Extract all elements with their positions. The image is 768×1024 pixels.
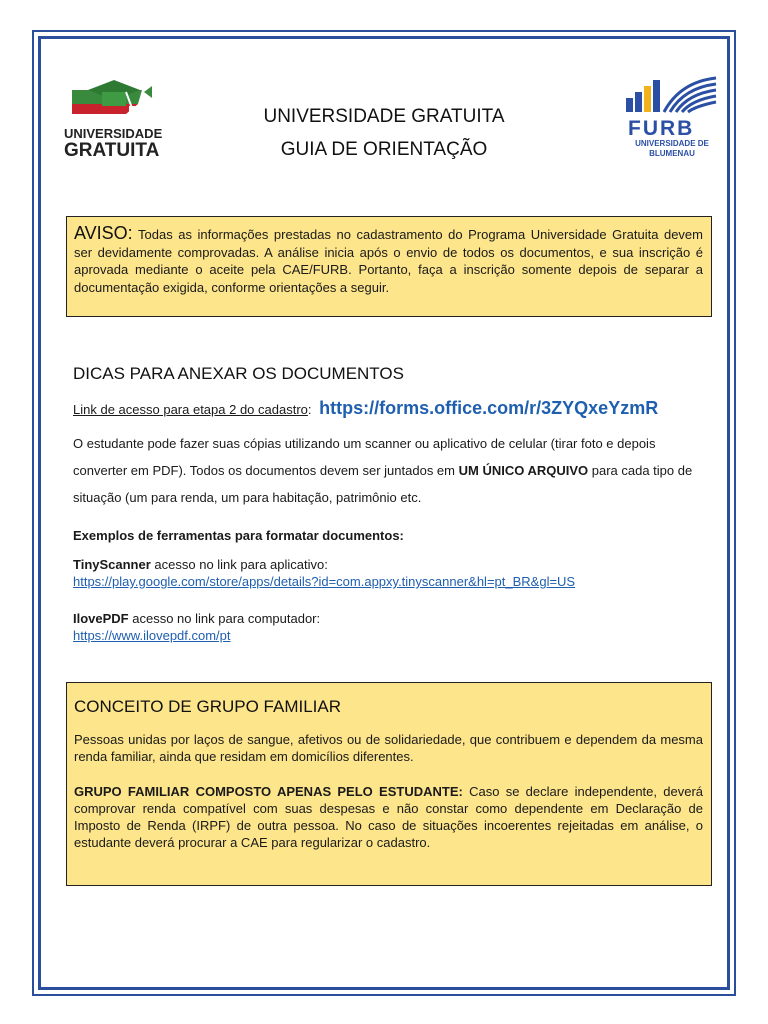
tool-tinyscanner — [73, 556, 575, 590]
tips-text-a: O estudante pode fazer suas cópias utilizando um scanner ou aplicativo de celular (tirar foto e depois converter em PDF). Todos os documentos devem ser juntados em — [73, 436, 656, 478]
tips-text-c: para cada tipo de situação (um para renda, um para habitação, patrimônio etc. — [73, 463, 693, 505]
tips-paragraph — [73, 430, 713, 511]
tool1-desc: acesso no link para aplicativo: — [150, 557, 328, 572]
logo-word-2: GRATUITA — [64, 140, 160, 161]
tool2-name: IlovePDF — [73, 611, 129, 626]
notice-text: Todas as informações prestadas no cadastramento do Programa Universidade Gratuita devem ser devidamente comprovadas. A análise inicia após o envio de todos os documentos, e sua inscrição é aprovada mediante o aceite pela CAE/FURB. Portanto, faça a inscrição somente depois de separar a documentação exigida, conforme orientações a seguir. — [74, 227, 703, 295]
universidade-gratuita-logo — [60, 80, 170, 160]
furb-emblem-icon — [620, 76, 720, 118]
furb-subtitle-2: BLUMENAU — [649, 149, 695, 158]
notice-box — [66, 216, 712, 317]
furb-logo — [620, 76, 720, 176]
tips-heading: DICAS PARA ANEXAR OS DOCUMENTOS — [73, 364, 404, 383]
furb-wordmark: FURB — [628, 117, 695, 140]
furb-subtitle-1: UNIVERSIDADE DE — [635, 139, 709, 148]
tool1-link[interactable]: https://play.google.com/store/apps/details?id=com.appxy.tinyscanner&hl=pt_BR&gl=US — [73, 574, 576, 589]
family-heading: CONCEITO DE GRUPO FAMILIAR — [74, 697, 342, 716]
graduation-cap-icon — [60, 80, 170, 130]
notice-label: AVISO: — [74, 223, 133, 243]
form-link-label: Link de acesso para etapa 2 do cadastro — [73, 402, 308, 417]
family-p2-label: GRUPO FAMILIAR COMPOSTO APENAS PELO ESTUDANTE: — [74, 784, 463, 799]
tool1-name: TinyScanner — [73, 557, 151, 572]
family-p2-text: Caso se declare independente, deverá comprovar renda compatível com suas despesas e não constar como dependente em Declaração de Imposto de Renda (IRPF) de outra pessoa. No caso de situações incoerentes rejeitadas em análise, o estudante deverá procurar a CAE para regularizar o cadastro. — [74, 784, 704, 850]
tips-text-bold: UM ÚNICO ARQUIVO — [458, 463, 589, 478]
examples-heading: Exemplos de ferramentas para formatar documentos: — [73, 528, 404, 543]
furb-subtitle — [626, 139, 718, 159]
form-link-row — [73, 398, 713, 419]
logo-word-1: UNIVERSIDADE — [64, 126, 163, 141]
family-paragraph-2 — [74, 783, 703, 851]
form-link-colon: : — [307, 402, 312, 417]
tool2-desc: acesso no link para computador: — [128, 611, 321, 626]
tool-ilovepdf — [73, 610, 320, 644]
family-group-box — [66, 682, 712, 886]
title-line-1: UNIVERSIDADE GRATUITA — [263, 106, 505, 127]
page-title — [200, 100, 568, 166]
form-link[interactable]: https://forms.office.com/r/3ZYQxeYzmR — [319, 398, 659, 418]
title-line-2: GUIA DE ORIENTAÇÃO — [280, 139, 488, 160]
tool2-link[interactable]: https://www.ilovepdf.com/pt — [73, 628, 231, 643]
family-paragraph-1: Pessoas unidas por laços de sangue, afetivos ou de solidariedade, que contribuem e dependem da mesma renda familiar, ainda que residam em domicílios diferentes. — [74, 732, 703, 764]
